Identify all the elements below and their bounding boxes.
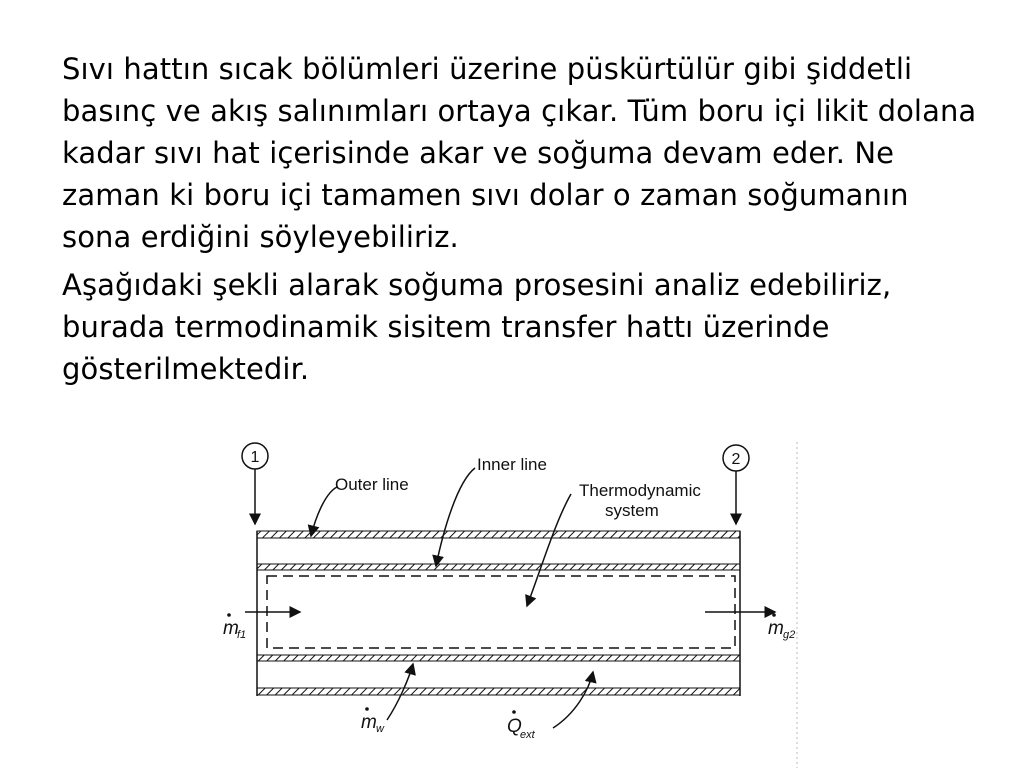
- heat-input-subscript: ext: [520, 729, 535, 741]
- wall-mass-label: [361, 707, 385, 735]
- transfer-line-diagram: [215, 432, 815, 768]
- thermo-system-label-2: system: [605, 501, 659, 520]
- outer-line-leader: [311, 487, 337, 536]
- control-volume-boundary: [267, 576, 735, 648]
- station-2-marker: [723, 445, 749, 524]
- wall-mass-subscript: w: [376, 723, 384, 735]
- inflow-label: [223, 613, 246, 641]
- wall-mass-symbol: m: [361, 712, 377, 733]
- body-text: [62, 48, 982, 390]
- inflow-symbol: m: [223, 618, 239, 639]
- station-1-label: 1: [250, 449, 260, 466]
- pipe-walls: [257, 531, 740, 696]
- outflow-label: [768, 613, 795, 641]
- inner-line-leader: [436, 468, 475, 566]
- inflow-subscript: f1: [237, 629, 247, 641]
- thermo-system-label-1: Thermodynamic: [579, 481, 701, 500]
- inner-line-label: Inner line: [477, 455, 547, 474]
- thermo-system-leader: [527, 494, 571, 606]
- outer-line-label: Outer line: [335, 475, 409, 494]
- paragraph-1: Sıvı hattın sıcak bölümleri üzerine püskürtülür gibi şiddetli basınç ve akış salınımları ortaya çıkar. Tüm boru içi likit dolana kadar sıvı hat içerisinde akar ve soğuma devam eder. Ne zaman ki boru içi tamamen sıvı dolar o zaman soğumanın sona erdiğini söyleyebiliriz.: [62, 52, 977, 254]
- outflow-subscript: g2: [783, 629, 796, 641]
- heat-input-label: [507, 710, 536, 741]
- heat-input-arrow: [553, 672, 593, 728]
- paragraph-2: Aşağıdaki şekli alarak soğuma prosesini analiz edebiliriz, burada termodinamik sisitem transfer hattı üzerinde gösterilmektedir.: [62, 268, 892, 386]
- heat-input-symbol: Q: [507, 716, 522, 737]
- station-2-label: 2: [731, 451, 741, 468]
- station-1-marker: [242, 443, 268, 524]
- outflow-symbol: m: [768, 618, 784, 639]
